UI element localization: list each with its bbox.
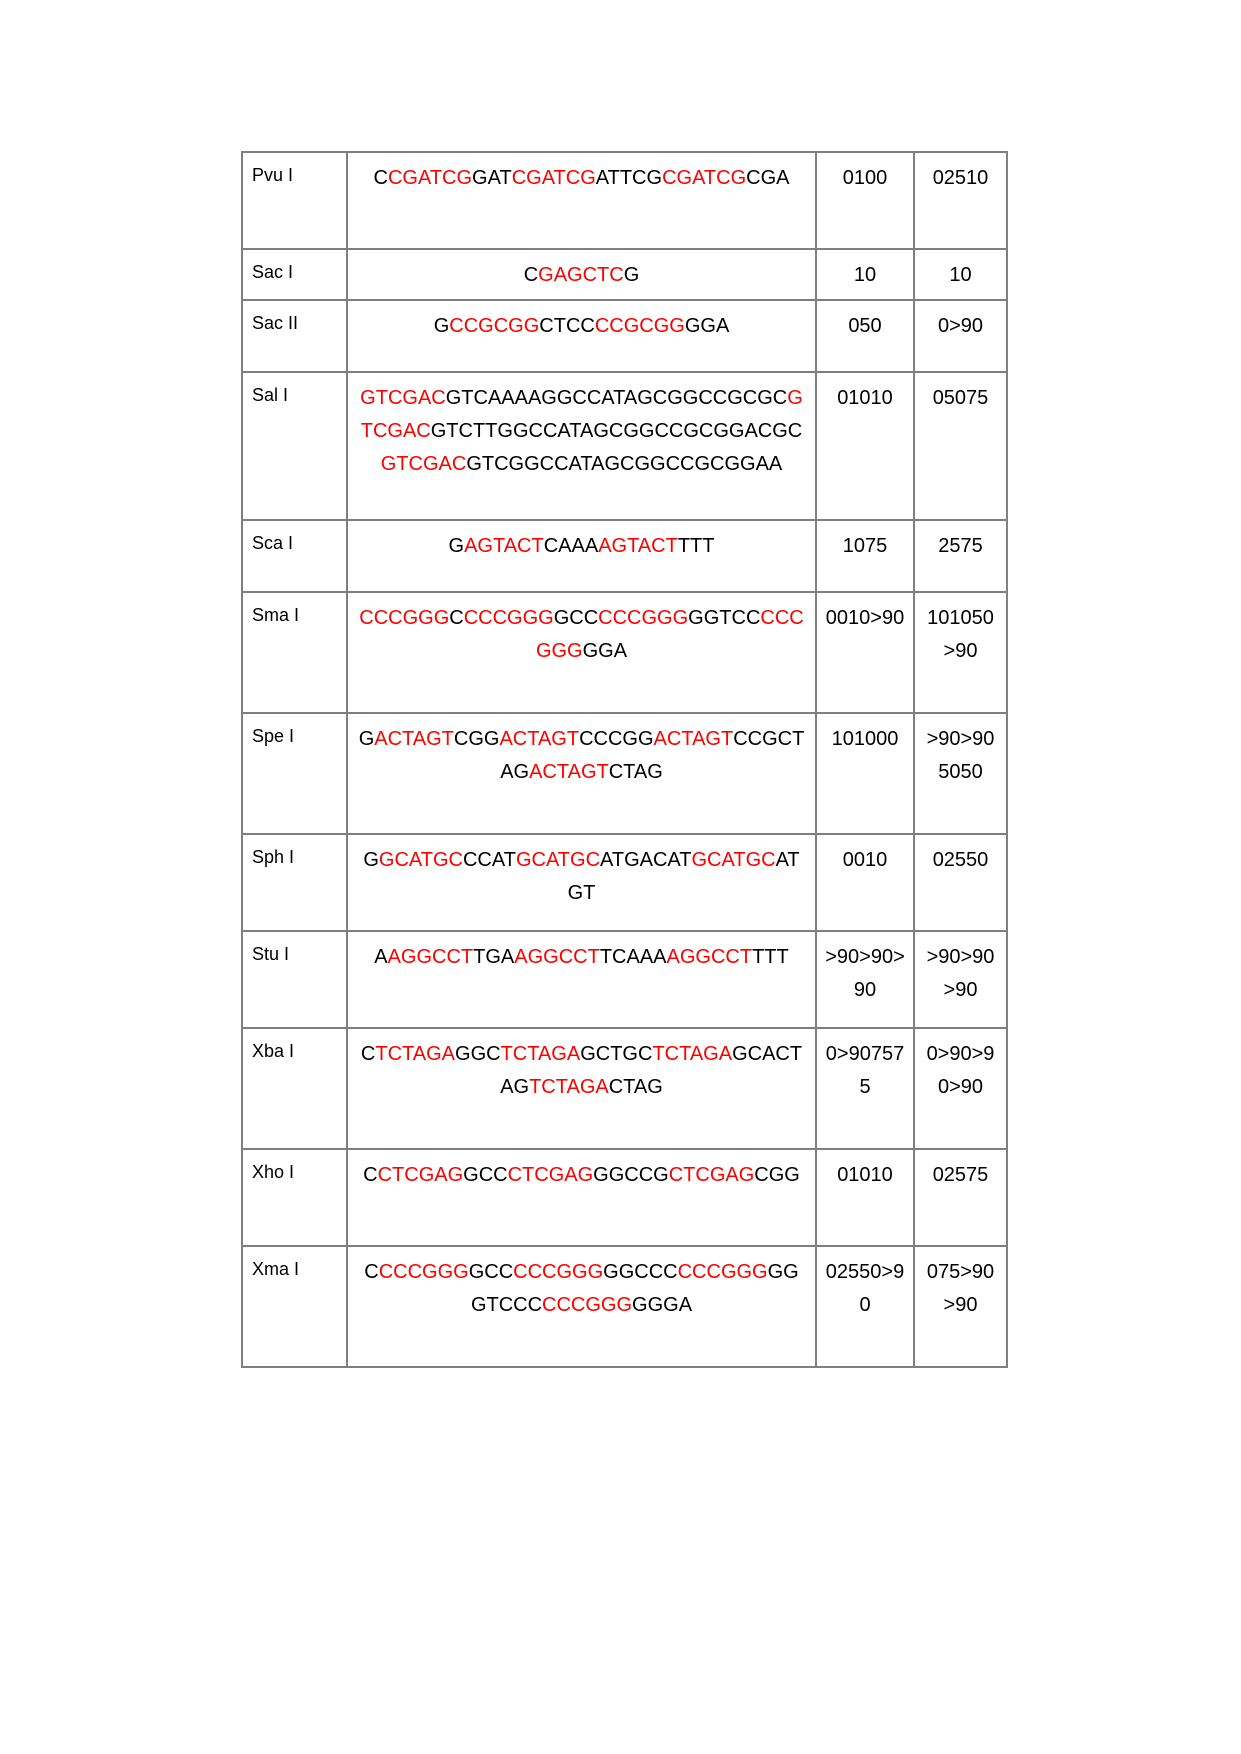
table-row bbox=[242, 1028, 1007, 1149]
cleavage-value-1: 0100 bbox=[816, 152, 914, 249]
cleavage-value-1: 02550>90 bbox=[816, 1246, 914, 1367]
flanking-sequence: CGG bbox=[754, 1164, 800, 1186]
flanking-sequence: GCTGC bbox=[580, 1043, 653, 1065]
table-row bbox=[242, 152, 1007, 249]
recognition-site: GCATGC bbox=[691, 849, 776, 871]
sequence-text bbox=[374, 167, 790, 189]
flanking-sequence: GAT bbox=[472, 167, 512, 189]
recognition-site: CCGCGG bbox=[449, 315, 540, 337]
flanking-sequence: GGTCC bbox=[688, 607, 761, 629]
cleavage-value-2: 2575 bbox=[914, 520, 1007, 592]
sequence-cell bbox=[347, 1028, 816, 1149]
flanking-sequence: GGCCG bbox=[593, 1164, 669, 1186]
recognition-site: CCCGGG bbox=[378, 1261, 469, 1283]
flanking-sequence: C bbox=[373, 167, 388, 189]
recognition-site: ACTAGT bbox=[374, 728, 454, 750]
recognition-site: GCATGC bbox=[515, 849, 601, 871]
enzyme-name: Sph I bbox=[242, 834, 347, 931]
recognition-site: CCCGGG bbox=[598, 607, 689, 629]
table-row bbox=[242, 592, 1007, 713]
cleavage-value-2: 10 bbox=[914, 249, 1007, 300]
cleavage-value-1: 0010 bbox=[816, 834, 914, 931]
sequence-cell bbox=[347, 834, 816, 931]
recognition-site: ACTAGT bbox=[653, 728, 734, 750]
cleavage-value-2: 05075 bbox=[914, 372, 1007, 520]
sequence-text bbox=[359, 728, 805, 783]
cleavage-value-1: 1075 bbox=[816, 520, 914, 592]
recognition-site: ACTAGT bbox=[499, 728, 580, 750]
flanking-sequence: TTT bbox=[752, 946, 789, 968]
recognition-site: CTCGAG bbox=[668, 1164, 755, 1186]
flanking-sequence: C bbox=[363, 1164, 378, 1186]
enzyme-name: Sac I bbox=[242, 249, 347, 300]
flanking-sequence: C bbox=[360, 1043, 376, 1065]
recognition-site: AGGCCT bbox=[387, 946, 474, 968]
recognition-site: GAGCTC bbox=[538, 264, 624, 286]
recognition-site: CTCGAG bbox=[377, 1164, 464, 1186]
table-row bbox=[242, 300, 1007, 372]
flanking-sequence: ATGT bbox=[567, 849, 800, 904]
sequence-cell bbox=[347, 152, 816, 249]
cleavage-value-2: 101050>90 bbox=[914, 592, 1007, 713]
recognition-site: CCCGGG bbox=[535, 607, 804, 662]
flanking-sequence: TGA bbox=[473, 946, 515, 968]
table-row bbox=[242, 1246, 1007, 1367]
flanking-sequence: GCACTAG bbox=[500, 1043, 803, 1098]
flanking-sequence: GGGA bbox=[632, 1294, 693, 1316]
sequence-cell bbox=[347, 1246, 816, 1367]
flanking-sequence: GGA bbox=[582, 640, 628, 662]
cleavage-value-2: 02510 bbox=[914, 152, 1007, 249]
recognition-site: TCTAGA bbox=[500, 1043, 581, 1065]
sequence-text bbox=[449, 535, 715, 557]
flanking-sequence: GGCCC bbox=[603, 1261, 678, 1283]
enzyme-name: Sca I bbox=[242, 520, 347, 592]
recognition-site: CCGCGG bbox=[594, 315, 685, 337]
flanking-sequence: CTAG bbox=[608, 1076, 663, 1098]
flanking-sequence: CAAA bbox=[543, 535, 599, 557]
flanking-sequence: G bbox=[623, 264, 640, 286]
cleavage-value-2: 0>90 bbox=[914, 300, 1007, 372]
recognition-site: CCCGGG bbox=[677, 1261, 768, 1283]
enzyme-name: Sma I bbox=[242, 592, 347, 713]
flanking-sequence: GCC bbox=[468, 1261, 514, 1283]
recognition-site: CGATCG bbox=[511, 167, 596, 189]
sequence-cell bbox=[347, 520, 816, 592]
sequence-text bbox=[524, 264, 640, 286]
recognition-site: GTCGAC bbox=[360, 387, 446, 409]
cleavage-value-2: >90>905050 bbox=[914, 713, 1007, 834]
cleavage-value-1: 01010 bbox=[816, 372, 914, 520]
sequence-text bbox=[363, 849, 799, 904]
cleavage-value-1: 101000 bbox=[816, 713, 914, 834]
flanking-sequence: C bbox=[364, 1261, 379, 1283]
flanking-sequence: ATTCG bbox=[595, 167, 663, 189]
recognition-site: GTCGAC bbox=[360, 387, 803, 442]
sequence-text bbox=[360, 387, 803, 475]
flanking-sequence: CCGCTAG bbox=[500, 728, 805, 783]
flanking-sequence: CCCGG bbox=[579, 728, 654, 750]
cleavage-value-1: 0010>90 bbox=[816, 592, 914, 713]
recognition-site: CCCGGG bbox=[513, 1261, 604, 1283]
flanking-sequence: G bbox=[448, 535, 465, 557]
enzyme-name: Xba I bbox=[242, 1028, 347, 1149]
flanking-sequence: C bbox=[523, 264, 539, 286]
cleavage-value-1: 050 bbox=[816, 300, 914, 372]
cleavage-value-1: 10 bbox=[816, 249, 914, 300]
recognition-site: CTCGAG bbox=[507, 1164, 594, 1186]
enzyme-name: Sal I bbox=[242, 372, 347, 520]
sequence-cell bbox=[347, 592, 816, 713]
recognition-site: TCTAGA bbox=[375, 1043, 456, 1065]
flanking-sequence: G bbox=[358, 728, 375, 750]
restriction-enzyme-table bbox=[241, 151, 1008, 1368]
enzyme-name: Xho I bbox=[242, 1149, 347, 1246]
flanking-sequence: GTCAAAAGGCCATAGCGGCCGCGC bbox=[445, 387, 788, 409]
recognition-site: CCCGGG bbox=[463, 607, 554, 629]
flanking-sequence: TTT bbox=[677, 535, 715, 557]
cleavage-value-1: 01010 bbox=[816, 1149, 914, 1246]
table-row bbox=[242, 834, 1007, 931]
cleavage-value-2: 02575 bbox=[914, 1149, 1007, 1246]
cleavage-value-1: 0>907575 bbox=[816, 1028, 914, 1149]
recognition-site: AGGCCT bbox=[666, 946, 753, 968]
table-row bbox=[242, 249, 1007, 300]
enzyme-name: Pvu I bbox=[242, 152, 347, 249]
enzyme-name: Stu I bbox=[242, 931, 347, 1028]
flanking-sequence: G bbox=[363, 849, 379, 871]
recognition-site: GTCGAC bbox=[380, 453, 467, 475]
enzyme-name: Sac II bbox=[242, 300, 347, 372]
sequence-text bbox=[363, 1164, 800, 1186]
flanking-sequence: GGC bbox=[455, 1043, 501, 1065]
cleavage-value-2: 0>90>90>90 bbox=[914, 1028, 1007, 1149]
recognition-site: AGTACT bbox=[464, 535, 544, 557]
recognition-site: CGATCG bbox=[662, 167, 747, 189]
flanking-sequence: CTCC bbox=[539, 315, 595, 337]
table-row bbox=[242, 1149, 1007, 1246]
flanking-sequence: G bbox=[433, 315, 450, 337]
flanking-sequence: CCAT bbox=[462, 849, 516, 871]
enzyme-name: Spe I bbox=[242, 713, 347, 834]
sequence-cell bbox=[347, 713, 816, 834]
sequence-text bbox=[434, 315, 730, 337]
sequence-text bbox=[374, 946, 789, 968]
enzyme-name: Xma I bbox=[242, 1246, 347, 1367]
flanking-sequence: TCAAA bbox=[599, 946, 667, 968]
sequence-cell bbox=[347, 300, 816, 372]
cleavage-value-1: >90>90>90 bbox=[816, 931, 914, 1028]
recognition-site: AGTACT bbox=[598, 535, 678, 557]
table-row bbox=[242, 520, 1007, 592]
table-body bbox=[242, 152, 1007, 1367]
cleavage-value-2: >90>90>90 bbox=[914, 931, 1007, 1028]
flanking-sequence: GGGTCCC bbox=[470, 1261, 799, 1316]
flanking-sequence: CGG bbox=[453, 728, 500, 750]
sequence-cell bbox=[347, 931, 816, 1028]
recognition-site: AGGCCT bbox=[514, 946, 600, 968]
table-row bbox=[242, 931, 1007, 1028]
sequence-cell bbox=[347, 1149, 816, 1246]
flanking-sequence: GGA bbox=[684, 315, 730, 337]
recognition-site: CCCGGG bbox=[542, 1294, 633, 1316]
table-row bbox=[242, 372, 1007, 520]
recognition-site: ACTAGT bbox=[529, 761, 609, 783]
flanking-sequence: CGA bbox=[746, 167, 790, 189]
cleavage-value-2: 075>90>90 bbox=[914, 1246, 1007, 1367]
recognition-site: TCTAGA bbox=[529, 1076, 609, 1098]
table-row bbox=[242, 713, 1007, 834]
flanking-sequence: CTAG bbox=[608, 761, 663, 783]
recognition-site: CCCGGG bbox=[359, 607, 450, 629]
flanking-sequence: GCC bbox=[553, 607, 599, 629]
recognition-site: TCTAGA bbox=[652, 1043, 733, 1065]
cleavage-value-2: 02550 bbox=[914, 834, 1007, 931]
flanking-sequence: GTCGGCCATAGCGGCCGCGGAA bbox=[466, 453, 783, 475]
flanking-sequence: ATGACAT bbox=[600, 849, 692, 871]
sequence-cell bbox=[347, 249, 816, 300]
flanking-sequence: C bbox=[449, 607, 464, 629]
flanking-sequence: GTCTTGGCCATAGCGGCCGCGGACGC bbox=[430, 420, 803, 442]
recognition-site: CGATCG bbox=[387, 167, 473, 189]
sequence-text bbox=[364, 1261, 798, 1316]
sequence-text bbox=[359, 607, 803, 662]
flanking-sequence: GCC bbox=[463, 1164, 508, 1186]
flanking-sequence: A bbox=[374, 946, 388, 968]
recognition-site: GCATGC bbox=[378, 849, 463, 871]
sequence-text bbox=[361, 1043, 802, 1098]
sequence-cell bbox=[347, 372, 816, 520]
